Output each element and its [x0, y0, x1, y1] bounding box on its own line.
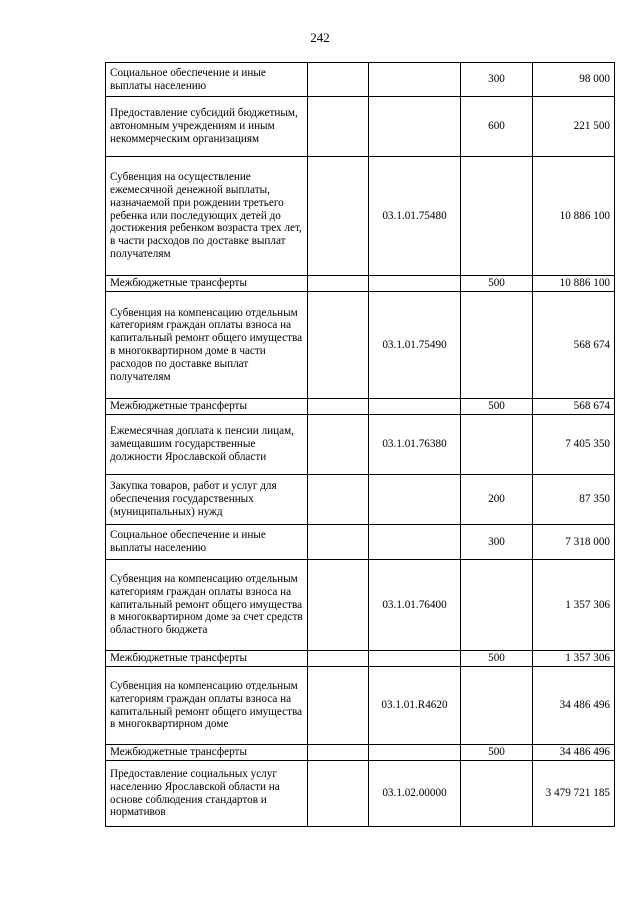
table-row — [106, 651, 615, 667]
row-type-cell — [461, 761, 533, 827]
table-row — [106, 276, 615, 292]
row-amount-cell: 1 357 306 — [533, 560, 615, 651]
row-blank-cell — [308, 761, 369, 827]
row-type-cell: 500 — [461, 651, 533, 667]
table-row — [106, 415, 615, 475]
row-name-cell: Социальное обеспечение и иные выплаты населению — [106, 525, 308, 560]
row-amount-cell: 34 486 496 — [533, 745, 615, 761]
table-row — [106, 63, 615, 97]
row-code-cell — [369, 399, 461, 415]
table-row — [106, 667, 615, 745]
row-type-cell: 300 — [461, 525, 533, 560]
row-blank-cell — [308, 399, 369, 415]
row-name-cell: Субвенция на компенсацию отдельным категориям граждан оплаты взноса на капитальный ремонт общего имущества в многоквартирном доме в части расходов по доставке выплат получателям — [106, 292, 308, 399]
row-blank-cell — [308, 525, 369, 560]
table-row — [106, 292, 615, 399]
row-blank-cell — [308, 157, 369, 276]
table-row — [106, 745, 615, 761]
row-code-cell — [369, 525, 461, 560]
row-blank-cell — [308, 667, 369, 745]
row-type-cell — [461, 292, 533, 399]
row-type-cell: 500 — [461, 745, 533, 761]
row-code-cell — [369, 63, 461, 97]
row-amount-cell: 221 500 — [533, 97, 615, 157]
row-blank-cell — [308, 475, 369, 525]
row-amount-cell: 10 886 100 — [533, 157, 615, 276]
row-amount-cell: 568 674 — [533, 399, 615, 415]
row-amount-cell: 568 674 — [533, 292, 615, 399]
row-code-cell — [369, 651, 461, 667]
row-type-cell — [461, 415, 533, 475]
row-name-cell: Ежемесячная доплата к пенсии лицам, замещавшим государственные должности Ярославской области — [106, 415, 308, 475]
row-blank-cell — [308, 560, 369, 651]
row-blank-cell — [308, 415, 369, 475]
row-amount-cell: 7 318 000 — [533, 525, 615, 560]
row-name-cell: Межбюджетные трансферты — [106, 745, 308, 761]
row-type-cell: 500 — [461, 399, 533, 415]
row-blank-cell — [308, 651, 369, 667]
row-blank-cell — [308, 292, 369, 399]
row-amount-cell: 10 886 100 — [533, 276, 615, 292]
row-name-cell: Закупка товаров, работ и услуг для обеспечения государственных (муниципальных) нужд — [106, 475, 308, 525]
row-name-cell: Социальное обеспечение и иные выплаты населению — [106, 63, 308, 97]
row-type-cell: 200 — [461, 475, 533, 525]
row-amount-cell: 34 486 496 — [533, 667, 615, 745]
row-code-cell: 03.1.01.76400 — [369, 560, 461, 651]
table-row — [106, 475, 615, 525]
row-name-cell: Межбюджетные трансферты — [106, 276, 308, 292]
row-code-cell — [369, 97, 461, 157]
table-row — [106, 525, 615, 560]
row-blank-cell — [308, 276, 369, 292]
row-type-cell: 300 — [461, 63, 533, 97]
row-amount-cell: 1 357 306 — [533, 651, 615, 667]
row-type-cell — [461, 560, 533, 651]
row-code-cell: 03.1.01.75480 — [369, 157, 461, 276]
row-blank-cell — [308, 63, 369, 97]
row-amount-cell: 3 479 721 185 — [533, 761, 615, 827]
row-blank-cell — [308, 745, 369, 761]
row-name-cell: Субвенция на осуществление ежемесячной денежной выплаты, назначаемой при рождении третьего ребенка или последующих детей до достижения ребенком возраста трех лет, в части расходов по доставке выплат получателям — [106, 157, 308, 276]
row-code-cell: 03.1.01.75490 — [369, 292, 461, 399]
row-name-cell: Межбюджетные трансферты — [106, 651, 308, 667]
table-row — [106, 761, 615, 827]
row-type-cell — [461, 667, 533, 745]
row-name-cell: Предоставление социальных услуг населению Ярославской области на основе соблюдения стандартов и нормативов — [106, 761, 308, 827]
row-name-cell: Субвенция на компенсацию отдельным категориям граждан оплаты взноса на капитальный ремонт общего имущества в многоквартирном доме — [106, 667, 308, 745]
row-name-cell: Межбюджетные трансферты — [106, 399, 308, 415]
table-row — [106, 157, 615, 276]
table-row — [106, 399, 615, 415]
row-blank-cell — [308, 97, 369, 157]
row-code-cell — [369, 745, 461, 761]
row-amount-cell: 7 405 350 — [533, 415, 615, 475]
row-amount-cell: 98 000 — [533, 63, 615, 97]
row-amount-cell: 87 350 — [533, 475, 615, 525]
row-type-cell — [461, 157, 533, 276]
row-code-cell: 03.1.01.R4620 — [369, 667, 461, 745]
row-code-cell: 03.1.01.76380 — [369, 415, 461, 475]
page-number: 242 — [310, 30, 330, 45]
row-code-cell: 03.1.02.00000 — [369, 761, 461, 827]
row-type-cell: 600 — [461, 97, 533, 157]
row-name-cell: Субвенция на компенсацию отдельным категориям граждан оплаты взноса на капитальный ремонт общего имущества в многоквартирном доме за счет средств областного бюджета — [106, 560, 308, 651]
row-name-cell: Предоставление субсидий бюджетным, автономным учреждениям и иным некоммерческим организациям — [106, 97, 308, 157]
row-code-cell — [369, 475, 461, 525]
row-code-cell — [369, 276, 461, 292]
table-row — [106, 97, 615, 157]
budget-table — [105, 62, 615, 827]
row-type-cell: 500 — [461, 276, 533, 292]
table-row — [106, 560, 615, 651]
